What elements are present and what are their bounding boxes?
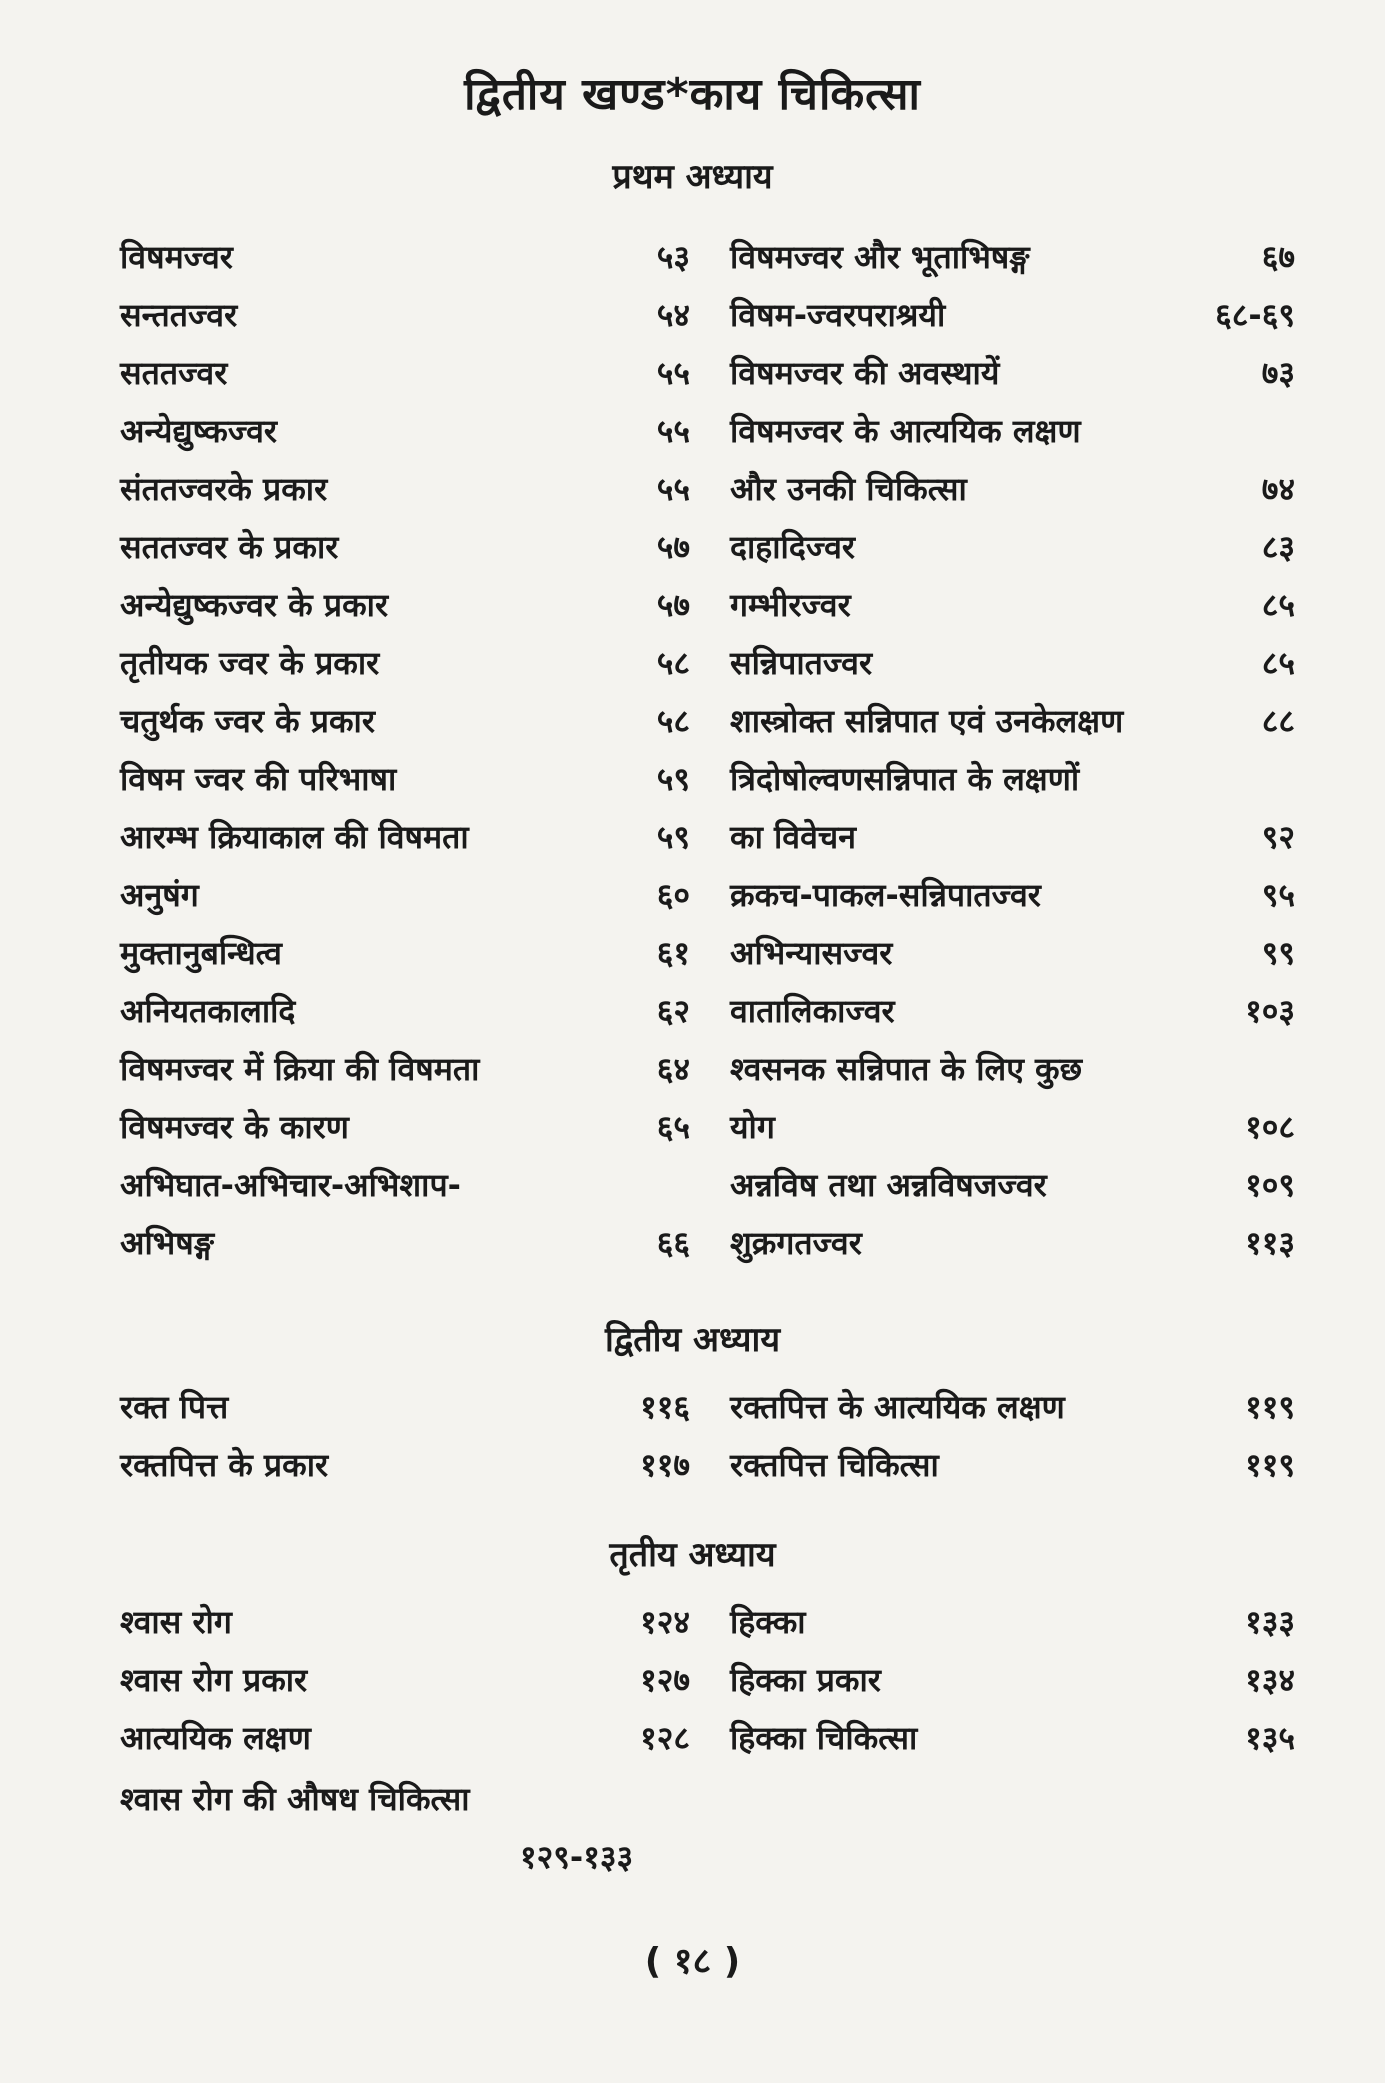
toc-entry-label: विषमज्वर के कारण: [120, 1108, 349, 1146]
toc-entry-page: ९२: [1261, 818, 1295, 856]
toc-entry-page: ६७: [1261, 238, 1295, 276]
toc-entry: [120, 1047, 690, 1105]
toc-entry-page: ६१: [656, 934, 690, 972]
chapter-3-left-column: [120, 1600, 690, 1774]
toc-entry-page: ११३: [1245, 1224, 1295, 1262]
toc-entry-label: क्रकच-पाकल-सन्निपातज्वर: [730, 876, 1041, 914]
toc-entry: [730, 409, 1295, 467]
toc-entry-label: श्वास रोग: [120, 1603, 232, 1641]
toc-entry-label: अभिघात-अभिचार-अभिशाप-: [120, 1166, 461, 1204]
toc-entry-label: और उनकी चिकित्सा: [730, 470, 967, 508]
toc-entry-label: अनियतकालादि: [120, 992, 296, 1030]
toc-entry-page: ८३: [1261, 528, 1295, 566]
toc-entry: [120, 699, 690, 757]
toc-entry: [120, 1716, 690, 1774]
toc-entry: [120, 409, 690, 467]
toc-entry-page: ५५: [656, 470, 690, 508]
toc-entry-page: ११९: [1245, 1446, 1295, 1484]
toc-entry-page: ९९: [1261, 934, 1295, 972]
toc-entry-label: अन्येद्युष्कज्वर: [120, 412, 278, 450]
chapter-1-left-column: [120, 235, 690, 1279]
toc-entry-label: विषमज्वर के आत्ययिक लक्षण: [730, 412, 1081, 450]
toc-entry-label: दाहादिज्वर: [730, 528, 856, 566]
toc-entry-page: ५५: [656, 412, 690, 450]
toc-entry: [120, 351, 690, 409]
toc-entry-label: चतुर्थक ज्वर के प्रकार: [120, 702, 375, 740]
toc-entry: [120, 1105, 690, 1163]
toc-entry-page: ५७: [656, 528, 690, 566]
toc-entry: [730, 699, 1295, 757]
toc-entry: [730, 351, 1295, 409]
toc-entry-page: ५८: [656, 644, 690, 682]
toc-entry-label: विषमज्वर: [120, 238, 233, 276]
toc-entry-label: शुक्रगतज्वर: [730, 1224, 862, 1262]
toc-entry: [120, 641, 690, 699]
toc-entry-label: अभिषङ्ग: [120, 1224, 214, 1262]
toc-entry-page: १२४: [640, 1603, 690, 1641]
toc-entry-page: ५७: [656, 586, 690, 624]
toc-entry-label: रक्तपित्त के प्रकार: [120, 1446, 329, 1484]
toc-entry-page: ६६: [656, 1224, 690, 1262]
toc-entry-page: १२९-१३३: [520, 1838, 634, 1876]
toc-entry-page: ११७: [640, 1446, 690, 1484]
toc-entry: [730, 757, 1295, 815]
toc-entry: [730, 989, 1295, 1047]
toc-entry-page: ६४: [656, 1050, 690, 1088]
toc-entry-page: ५९: [656, 818, 690, 856]
toc-entry-page: १३३: [1245, 1603, 1295, 1641]
toc-entry: [120, 1443, 690, 1501]
toc-entry: [730, 525, 1295, 583]
toc-entry-label: रक्तपित्त चिकित्सा: [730, 1446, 939, 1484]
toc-entry: [120, 1600, 690, 1658]
chapter-heading-2: द्वितीय अध्याय: [604, 1320, 781, 1360]
toc-entry-page: ८५: [1261, 586, 1295, 624]
toc-entry-label: सन्ततज्वर: [120, 296, 238, 334]
toc-entry: [730, 1600, 1295, 1658]
toc-entry-label: शास्त्रोक्त सन्निपात एवं उनकेलक्षण: [730, 702, 1124, 740]
toc-entry-label: विषमज्वर और भूताभिषङ्ग: [730, 238, 1030, 276]
toc-entry-page: १३५: [1245, 1719, 1295, 1757]
toc-entry-page: ८५: [1261, 644, 1295, 682]
toc-entry-label: सततज्वर: [120, 354, 228, 392]
toc-entry-page: ६०: [656, 876, 690, 914]
toc-entry: [120, 1221, 690, 1279]
toc-entry-page: १०८: [1245, 1108, 1295, 1146]
toc-entry-label: योग: [730, 1108, 775, 1146]
toc-entry-page: ५३: [656, 238, 690, 276]
toc-entry-label: रक्त पित्त: [120, 1388, 229, 1426]
toc-entry: [120, 293, 690, 351]
toc-entry-page: ६८-६९: [1215, 296, 1295, 334]
toc-entry-page: ५९: [656, 760, 690, 798]
toc-entry: [730, 1047, 1295, 1105]
toc-entry-label: अनुषंग: [120, 876, 199, 914]
toc-entry-page: १२७: [640, 1661, 690, 1699]
toc-entry: [120, 815, 690, 873]
chapter-1-right-column: [730, 235, 1295, 1279]
toc-entry: [120, 583, 690, 641]
toc-entry-page: १२८: [640, 1719, 690, 1757]
toc-entry: [730, 1385, 1295, 1443]
toc-entry: [730, 1658, 1295, 1716]
toc-entry: [120, 989, 690, 1047]
toc-entry-label: विषम ज्वर की परिभाषा: [120, 760, 397, 798]
toc-entry-page: ८८: [1261, 702, 1295, 740]
toc-entry-label: सन्निपातज्वर: [730, 644, 873, 682]
toc-entry: [120, 873, 690, 931]
toc-entry-label: वातालिकाज्वर: [730, 992, 895, 1030]
toc-entry: [120, 1163, 690, 1221]
chapter-heading-3: तृतीय अध्याय: [609, 1535, 776, 1575]
toc-entry-label: हिक्का: [730, 1603, 806, 1641]
toc-entry-label: विषमज्वर की अवस्थायें: [730, 354, 1000, 392]
toc-entry: [730, 931, 1295, 989]
toc-entry-label: तृतीयक ज्वर के प्रकार: [120, 644, 380, 682]
toc-entry-page: १०३: [1245, 992, 1295, 1030]
toc-entry-page: ५४: [656, 296, 690, 334]
toc-entry: [120, 1385, 690, 1443]
toc-entry-label: सततज्वर के प्रकार: [120, 528, 339, 566]
toc-entry-label: आरम्भ क्रियाकाल की विषमता: [120, 818, 469, 856]
toc-entry: [730, 1221, 1295, 1279]
toc-entry-page: १०९: [1245, 1166, 1295, 1204]
toc-entry: [730, 1443, 1295, 1501]
toc-entry-page: ९५: [1261, 876, 1295, 914]
toc-entry: [730, 641, 1295, 699]
toc-entry: [730, 583, 1295, 641]
chapter-2-left-column: [120, 1385, 690, 1501]
toc-entry: [730, 815, 1295, 873]
toc-entry: [730, 467, 1295, 525]
section-title: द्वितीय खण्ड*काय चिकित्सा: [464, 69, 921, 120]
toc-entry: [730, 873, 1295, 931]
toc-entry-page: ११९: [1245, 1388, 1295, 1426]
toc-entry-label: का विवेचन: [730, 818, 856, 856]
chapter-3-right-column: [730, 1600, 1295, 1774]
toc-entry: [730, 1163, 1295, 1221]
toc-entry-page: ६२: [656, 992, 690, 1030]
toc-entry-page: ७३: [1261, 354, 1295, 392]
toc-entry: [730, 293, 1295, 351]
toc-entry-label: रक्तपित्त के आत्ययिक लक्षण: [730, 1388, 1065, 1426]
toc-entry: [120, 931, 690, 989]
toc-entry-label: हिक्का प्रकार: [730, 1661, 881, 1699]
page-number: ( १८ ): [644, 1941, 741, 1982]
toc-entry: [730, 235, 1295, 293]
toc-entry: [730, 1105, 1295, 1163]
toc-entry-page: १३४: [1245, 1661, 1295, 1699]
toc-entry-label: अन्नविष तथा अन्नविषजज्वर: [730, 1166, 1047, 1204]
toc-entry-page: ११६: [640, 1388, 690, 1426]
chapter-heading-1: प्रथम अध्याय: [612, 157, 773, 197]
toc-entry-label: अन्येद्युष्कज्वर के प्रकार: [120, 586, 389, 624]
chapter-2-right-column: [730, 1385, 1295, 1501]
toc-entry-label: आत्ययिक लक्षण: [120, 1719, 311, 1757]
toc-entry: [120, 235, 690, 293]
toc-entry: [120, 525, 690, 583]
toc-entry: [120, 467, 690, 525]
toc-entry: [120, 757, 690, 815]
toc-entry-label: विषमज्वर में क्रिया की विषमता: [120, 1050, 480, 1088]
toc-entry-label: संततज्वरके प्रकार: [120, 470, 328, 508]
toc-entry-page: ५८: [656, 702, 690, 740]
toc-entry-label: त्रिदोषोल्वणसन्निपात के लक्षणों: [730, 760, 1080, 798]
toc-entry-page: ६५: [656, 1108, 690, 1146]
toc-entry-label: श्वसनक सन्निपात के लिए कुछ: [730, 1050, 1083, 1088]
toc-entry: [120, 1658, 690, 1716]
toc-entry-label: श्वास रोग की औषध चिकित्सा: [120, 1780, 470, 1818]
toc-entry-label: श्वास रोग प्रकार: [120, 1661, 308, 1699]
toc-entry-label: अभिन्यासज्वर: [730, 934, 893, 972]
toc-entry-label: हिक्का चिकित्सा: [730, 1719, 918, 1757]
toc-entry: [730, 1716, 1295, 1774]
toc-entry-label: विषम-ज्वरपराश्रयी: [730, 296, 946, 334]
toc-entry-page: ५५: [656, 354, 690, 392]
toc-entry-label: मुक्तानुबन्धित्व: [120, 934, 282, 972]
toc-entry-label: गम्भीरज्वर: [730, 586, 851, 624]
toc-entry-page: ७४: [1261, 470, 1295, 508]
